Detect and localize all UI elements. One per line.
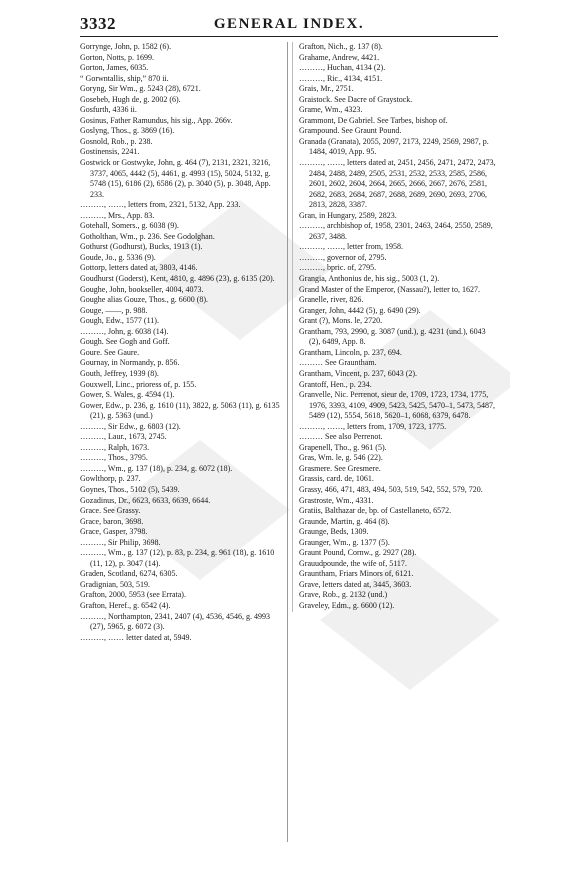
index-entry: Grant (?), Mons. le, 2720. [299,316,383,326]
index-entry: ………, archbishop of, 1958, 2301, 2463, 2464, 2550, 2589, 2637, 3488. [299,221,493,241]
index-entry: Goynes, Thos., 5102 (5), 5439. [80,484,180,494]
index-entry: ………, Huchan, 4134 (2). [299,63,386,73]
index-entry: ………, Sir Edw., g. 6803 (12). [80,421,181,431]
index-entry: Grave, letters dated at, 3445, 3603. [299,579,412,589]
index-entry: ………, Wm., g. 137 (18), p. 234, g. 6072 (18). [80,463,233,473]
index-entry: ………, John, g. 6038 (14). [80,326,169,336]
index-entry: “ Gorwntallis, ship,” 870 ii. [80,73,169,83]
index-entry: Graunt Pound, Cornw., g. 2927 (28). [299,548,417,558]
index-entry: ………, Mrs., App. 83. [80,210,155,220]
index-entry: Gournay, in Normandy, p. 856. [80,358,180,368]
index-entry: Grafton, Heref., g. 6542 (4). [80,600,171,610]
index-entry: Gosfurth, 4336 ii. [80,105,137,115]
index-entry: ………, ……, letters from, 1709, 1723, 1775. [299,421,447,431]
index-entry: Gower, Edw., p. 236, g. 1610 (11), 3822, g. 5063 (11), g. 6135 (21), g. 5363 (und.) [80,400,280,421]
index-entry: Grauudpounde, the wife of, 5117. [299,558,407,568]
index-entry: Gosinus, Father Ramundus, his sig., App. 266v. [80,115,233,125]
index-entry: Granvelle, Nic. Perrenot, sieur de, 1709, 1723, 1734, 1775, 1976, 3393, 4109, 4909, 5423, 5425, 5470–1, 5473, 5487, 5489 (12), 5554, 5618, 5620–1, 6068, 6379, 6478. [299,390,495,421]
running-title: GENERAL INDEX. [213,16,365,32]
index-entry: Gouge, ——, p. 988. [80,305,148,315]
index-entry: Graunger, Wm., g. 1377 (5). [299,537,390,547]
index-entry: ………, Thos., 3795. [80,453,148,463]
index-entry: Grace. See Grassy. [80,506,141,516]
index-entry: Grantham, 793, 2990, g. 3087 (und.), g. 4231 (und.), 6043 (2), 6489, App. 8. [299,326,486,347]
index-entry: Goude, Jo., g. 5336 (9). [80,252,156,262]
index-entry: ………, ……, letter from, 1958. [299,242,403,252]
index-entry: ………, Ralph, 1673. [80,442,150,452]
index-entry: ………, Sir Philip, 3698. [80,537,161,547]
index-columns [80,42,498,842]
index-entry: Gough, Edw., 1577 (11). [80,316,159,326]
index-entry: Grauntham, Friars Minors of, 6121. [299,569,414,579]
index-entry: Goure. See Gaure. [80,347,140,357]
index-entry: Gras, Wm. le, g. 546 (22). [299,453,383,463]
index-entry: Granelle, river, 826. [299,295,364,305]
index-entry: Gostwick or Gostwyke, John, g. 464 (7), 2131, 2321, 3216, 3737, 4065, 4442 (5), 4461, g. 4993 (15), 5024, 5132, g. 5748 (15), 6186 (2), 6586 (2), p. 3040 (5), p. 3048, App. 233. [80,158,271,199]
index-entry: Grahame, Andrew, 4421. [299,52,380,62]
index-entry: Gorton, James, 6035. [80,63,149,73]
page-number: 3332 [80,14,116,33]
index-entry: Gouxwell, Linc., prioress of, p. 155. [80,379,197,389]
index-entry: Graistock. See Dacre of Graystock. [299,94,413,104]
page-header [80,14,498,37]
index-entry: Goslyng, Thos., g. 3869 (16). [80,126,175,136]
index-entry: Gough. See Gogh and Goff. [80,337,170,347]
index-entry: Grais, Mr., 2751. [299,84,354,94]
index-entry: Gorton, Notts, p. 1699. [80,52,154,62]
index-entry: Grassy, 466, 471, 483, 494, 503, 519, 542, 552, 579, 720. [299,484,483,494]
index-entry: Grassis, card. de, 1061. [299,474,374,484]
index-entry: ………, Wm., g. 137 (12), p. 83, p. 234, g. 961 (18), g. 1610 (11, 12), p. 3047 (14). [80,548,275,568]
index-entry: Gothurst (Godhurst), Bucks, 1913 (1). [80,242,203,252]
index-entry: Goughe, John, bookseller, 4004, 4073. [80,284,204,294]
index-entry: Gozadinus, Dr., 6623, 6633, 6639, 6644. [80,495,211,505]
index-entry: ………, ……, letters dated at, 2451, 2456, 2471, 2472, 2473, 2484, 2488, 2489, 2505, 2531, 2532, 2533, 2585, 2586, 2601, 2602, 2604, 2664, 2665, 2666, 2667, 2676, 2581, 2682, 2683, 2684, 2687, 2688, 2689, 2690, 2693, 2706, 2813, 2828, 3387. [299,158,496,210]
index-entry: Gradignian, 503, 519. [80,579,150,589]
index-entry: Grammont, De Gabriel. See Tarbes, bishop of. [299,115,448,125]
index-entry: Grantham, Lincoln, p. 237, 694. [299,347,402,357]
index-entry: Grafton, 2000, 5953 (see Errata). [80,590,186,600]
index-entry: ………, …… letter dated at, 5949. [80,632,192,642]
index-entry: ………, Ric., 4134, 4151. [299,73,383,83]
index-entry: Gotholthan, Wm., p. 236. See Godolghan. [80,231,215,241]
index-entry: Grampound. See Graunt Pound. [299,126,402,136]
index-entry: Grame, Wm., 4323. [299,105,363,115]
left-column [80,42,284,643]
index-entry: ………, ……, letters from, 2321, 5132, App. 233. [80,200,241,210]
index-entry: Gosebeb, Hugh de, g. 2002 (6). [80,94,181,104]
index-entry: Grantham, Vincent, p. 237, 6043 (2). [299,368,418,378]
index-entry: Grapenell, Tho., g. 961 (5). [299,442,387,452]
index-entry: Grastroste, Wm., 4331. [299,495,374,505]
index-entry: Graunde, Martin, g. 464 (8). [299,516,390,526]
index-entry: ………, Northampton, 2341, 2407 (4), 4536, 4546, g. 4993 (27), 5965, g. 6072 (3). [80,611,270,632]
right-column [292,42,497,612]
index-entry: ………, Laur., 1673, 2745. [80,432,167,442]
index-entry: Graveley, Edm., g. 6600 (12). [299,600,395,610]
index-entry: Gowlthorp, p. 237. [80,474,141,484]
index-entry: Grand Master of the Emperor, (Nassau?), letter to, 1627. [299,284,480,294]
index-entry: Granger, John, 4442 (5), g. 6490 (29). [299,305,421,315]
index-entry: ……… See Grauntham. [299,358,377,368]
index-entry: Graden, Scotland, 6274, 6305. [80,569,178,579]
index-entry: Graunge, Beds, 1309. [299,527,369,537]
index-entry: Gorrynge, John, p. 1582 (6). [80,42,172,51]
index-entry: Goudhurst (Goderst), Kent, 4810, g. 4896 (23), g. 6135 (20). [80,274,275,284]
index-entry: Grangia, Anthonius de, his sig., 5003 (1, 2). [299,274,440,284]
index-entry: ………, bpric. of, 2795. [299,263,377,273]
index-entry: Grafton, Nich., g. 137 (8). [299,42,383,51]
column-divider [287,42,288,842]
index-entry: Gottorp, letters dated at, 3803, 4146. [80,263,198,273]
index-entry: ………, governor of, 2795. [299,252,387,262]
index-entry: Goryng, Sir Wm., g. 5243 (28), 6721. [80,84,201,94]
index-entry: Grave, Rob., g. 2132 (und.) [299,590,388,600]
index-entry: Goughe alias Gouze, Thos., g. 6600 (8). [80,295,209,305]
index-entry: Granada (Granata), 2055, 2097, 2173, 2249, 2569, 2987, p. 1484, 4019, App. 95. [299,136,489,157]
index-entry: Grace, baron, 3698. [80,516,144,526]
index-entry: ……… See also Perrenot. [299,432,383,442]
index-entry: Grantoff, Hen., p. 234. [299,379,372,389]
index-entry: Gostinensis, 2241. [80,147,140,157]
index-entry: Gower, S. Wales, g. 4594 (1). [80,390,175,400]
index-entry: Gouth, Jeffrey, 1939 (8). [80,368,159,378]
index-entry: Gosnold, Rob., p. 238. [80,136,153,146]
index-entry: Grace, Gasper, 3798. [80,527,148,537]
index-entry: Gotehall, Somers., g. 6038 (9). [80,221,179,231]
index-entry: Gratiis, Balthazar de, bp. of Castellaneto, 6572. [299,506,452,516]
index-entry: Grasmere. See Gresmere. [299,463,381,473]
index-entry: Gran, in Hungary, 2589, 2823. [299,210,397,220]
